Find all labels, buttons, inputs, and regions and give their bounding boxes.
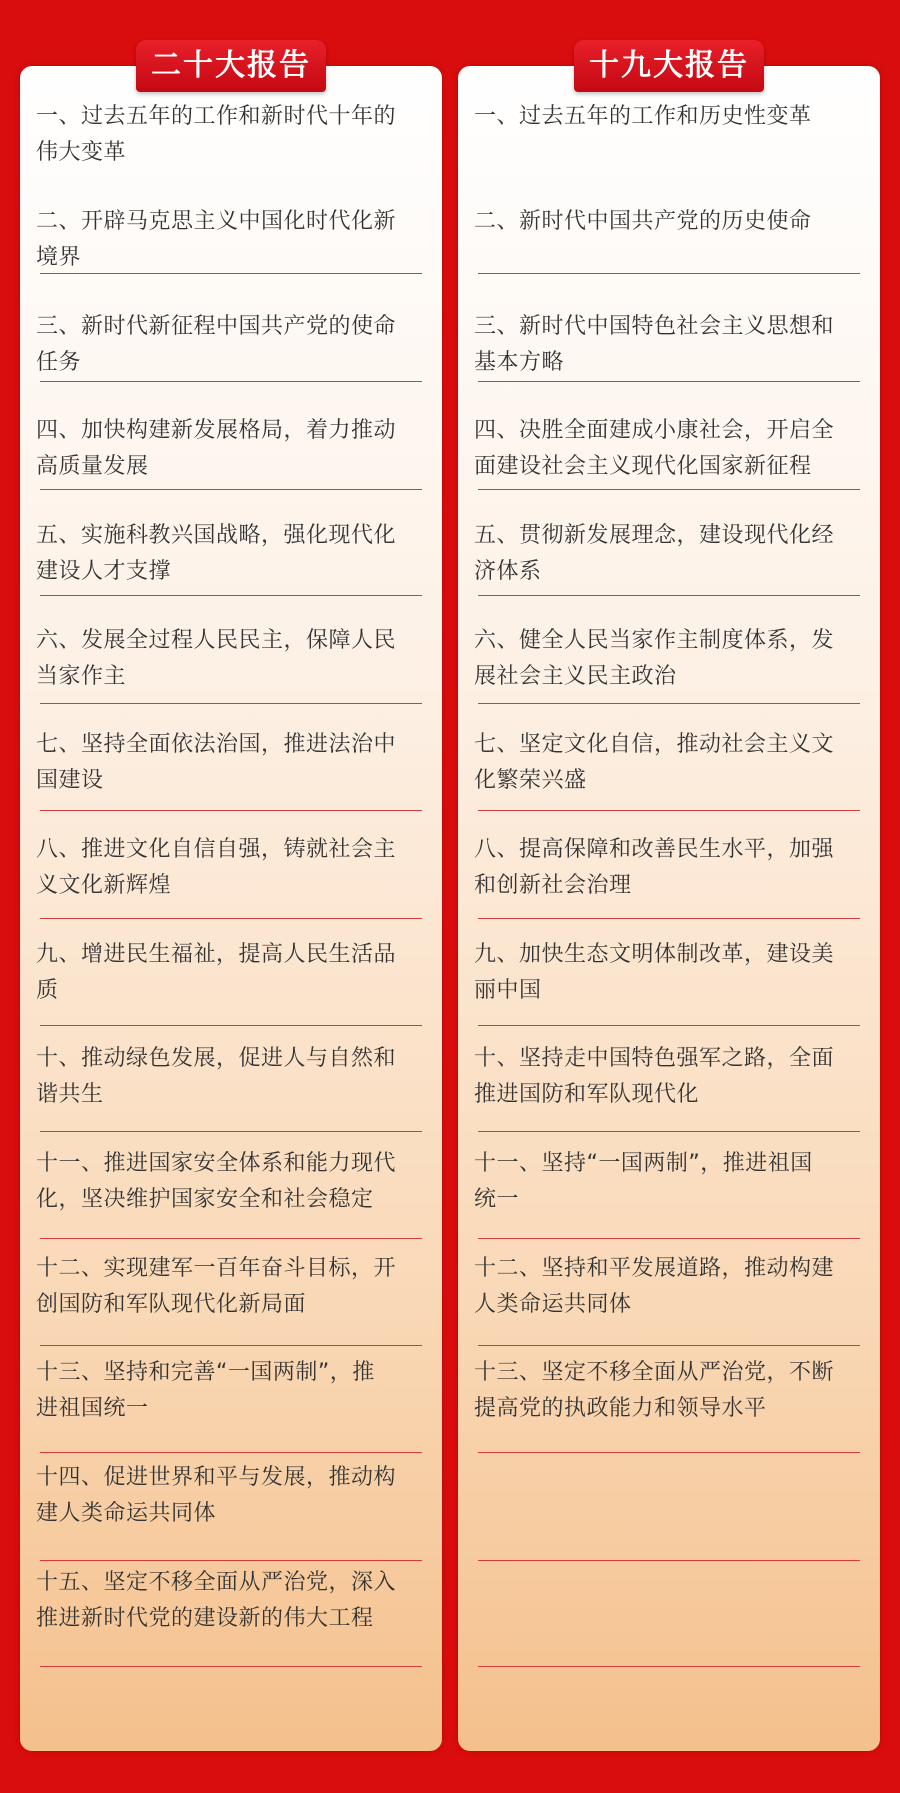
list-item: [36, 99, 436, 171]
divider: [40, 703, 422, 704]
list-item: [474, 727, 874, 799]
list-item-line: 十二、坚持和平发展道路，推动构建: [474, 1256, 835, 1281]
list-item-line: 三、新时代中国特色社会主义思想和: [474, 314, 835, 339]
list-item: [474, 518, 874, 590]
list-item-line: 十五、坚定不移全面从严治党，深入: [36, 1570, 397, 1595]
list-item: [36, 623, 436, 695]
list-item-line: 质: [36, 978, 59, 1003]
list-item: [474, 623, 874, 695]
list-item-line: 五、贯彻新发展理念，建设现代化经: [474, 523, 835, 548]
list-item: [474, 832, 874, 904]
divider: [40, 1131, 422, 1132]
left-panel: [20, 48, 442, 1751]
list-item-line: 二、开辟马克思主义中国化时代化新: [36, 209, 397, 234]
divider: [40, 1345, 422, 1346]
list-item-line: 统一: [474, 1187, 520, 1212]
divider: [40, 918, 422, 919]
right-panel-title: 十九大报告: [574, 40, 764, 92]
divider: [40, 1238, 422, 1239]
list-item-line: 化，坚决维护国家安全和社会稳定: [36, 1187, 374, 1212]
list-item-line: 七、坚持全面依法治国，推进法治中: [36, 732, 397, 757]
left-panel-title: 二十大报告: [136, 40, 326, 92]
list-item-line: 六、发展全过程人民民主，保障人民: [36, 628, 397, 653]
divider: [478, 381, 860, 382]
list-item-line: 任务: [36, 350, 82, 375]
list-item-line: 基本方略: [474, 350, 565, 375]
list-item-line: [474, 240, 874, 276]
list-item: [474, 99, 874, 171]
list-item-line: 十、推动绿色发展，促进人与自然和: [36, 1046, 397, 1071]
list-item: [36, 1146, 436, 1218]
divider: [478, 918, 860, 919]
list-item-line: 十二、实现建军一百年奋斗目标，开: [36, 1256, 397, 1281]
divider: [478, 595, 860, 596]
list-item: [36, 1041, 436, 1113]
divider: [478, 1131, 860, 1132]
list-item: [474, 1041, 874, 1113]
divider: [40, 810, 422, 811]
list-item-line: 二、新时代中国共产党的历史使命: [474, 209, 812, 234]
list-item: [36, 1565, 436, 1637]
list-item: [36, 1460, 436, 1532]
list-item-line: 十一、推进国家安全体系和能力现代: [36, 1151, 397, 1176]
list-item-line: 十、坚持走中国特色强军之路，全面: [474, 1046, 835, 1071]
list-item-line: 伟大变革: [36, 140, 127, 165]
list-item-line: 和创新社会治理: [474, 873, 632, 898]
list-item-line: 十四、促进世界和平与发展，推动构: [36, 1465, 397, 1490]
right-panel: [458, 48, 880, 1751]
list-item-line: 九、加快生态文明体制改革，建设美: [474, 942, 835, 967]
list-item-line: 当家作主: [36, 664, 127, 689]
divider: [478, 489, 860, 490]
list-item-line: 四、决胜全面建成小康社会，开启全: [474, 418, 835, 443]
list-item-line: 九、增进民生福祉，提高人民生活品: [36, 942, 397, 967]
list-item-line: 面建设社会主义现代化国家新征程: [474, 454, 812, 479]
list-item: [36, 518, 436, 590]
list-item: [36, 1355, 436, 1427]
list-item: [474, 413, 874, 485]
divider: [40, 1452, 422, 1453]
divider: [478, 703, 860, 704]
list-item-line: 三、新时代新征程中国共产党的使命: [36, 314, 397, 339]
list-item: [474, 1146, 874, 1218]
list-item-line: 六、健全人民当家作主制度体系，发: [474, 628, 835, 653]
list-item-line: 十三、坚定不移全面从严治党，不断: [474, 1360, 835, 1385]
list-item-line: 四、加快构建新发展格局，着力推动: [36, 418, 397, 443]
list-item-line: 化繁荣兴盛: [474, 768, 587, 793]
divider: [478, 810, 860, 811]
list-item: [474, 1355, 874, 1427]
list-item-line: 进祖国统一: [36, 1396, 149, 1421]
divider: [478, 1560, 860, 1561]
divider: [478, 1238, 860, 1239]
list-item-line: 谐共生: [36, 1082, 104, 1107]
list-item: [36, 727, 436, 799]
list-item-line: 五、实施科教兴国战略，强化现代化: [36, 523, 397, 548]
list-item-line: 展社会主义民主政治: [474, 664, 677, 689]
list-item: [36, 832, 436, 904]
list-item-line: 济体系: [474, 559, 542, 584]
list-item: [36, 1251, 436, 1323]
list-item-line: 高质量发展: [36, 454, 149, 479]
list-item-line: 创国防和军队现代化新局面: [36, 1292, 307, 1317]
list-item-line: [474, 135, 874, 171]
list-item-line: 国建设: [36, 768, 104, 793]
divider: [40, 1025, 422, 1026]
list-item-line: 八、推进文化自信自强，铸就社会主: [36, 837, 397, 862]
list-item-line: 建人类命运共同体: [36, 1501, 217, 1526]
divider: [40, 489, 422, 490]
list-item: [36, 413, 436, 485]
list-item: [36, 204, 436, 276]
list-item: [36, 309, 436, 381]
list-item-line: 推进国防和军队现代化: [474, 1082, 700, 1107]
list-item-line: 一、过去五年的工作和历史性变革: [474, 104, 812, 129]
divider: [478, 1666, 860, 1667]
divider: [40, 273, 422, 274]
list-item: [474, 204, 874, 276]
list-item-line: 丽中国: [474, 978, 542, 1003]
list-item-line: 八、提高保障和改善民生水平，加强: [474, 837, 835, 862]
divider: [40, 1666, 422, 1667]
list-item-line: 建设人才支撑: [36, 559, 172, 584]
divider: [40, 381, 422, 382]
list-item: [474, 309, 874, 381]
list-item-line: 七、坚定文化自信，推动社会主义文: [474, 732, 835, 757]
list-item-line: 人类命运共同体: [474, 1292, 632, 1317]
divider: [478, 273, 860, 274]
list-item-line: 提高党的执政能力和领导水平: [474, 1396, 767, 1421]
list-item: [474, 1251, 874, 1323]
divider: [478, 1345, 860, 1346]
list-item-line: 境界: [36, 245, 82, 270]
divider: [40, 595, 422, 596]
list-item-line: 十三、坚持和完善“一国两制”，推: [36, 1360, 375, 1385]
divider: [40, 1560, 422, 1561]
divider: [478, 1452, 860, 1453]
list-item-line: 义文化新辉煌: [36, 873, 172, 898]
divider: [478, 1025, 860, 1026]
list-item: [474, 937, 874, 1009]
list-item-line: 一、过去五年的工作和新时代十年的: [36, 104, 397, 129]
list-item: [36, 937, 436, 1009]
list-item-line: 十一、坚持“一国两制”，推进祖国: [474, 1151, 813, 1176]
list-item-line: 推进新时代党的建设新的伟大工程: [36, 1606, 374, 1631]
